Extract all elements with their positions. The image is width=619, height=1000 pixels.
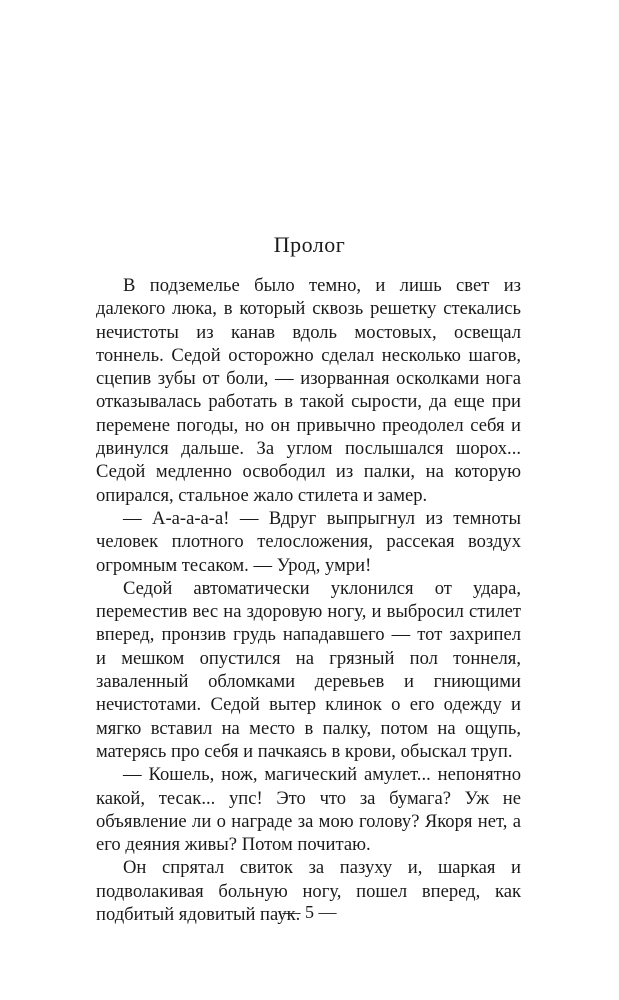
paragraph: В подземелье было темно, и лишь свет из далекого люка, в который сквозь решетку стекались нечистоты из канав вдоль мостовых, освещал тоннель. Седой осторожно сделал несколько шагов, сцепив зубы от боли, — изорванная осколками нога отказывалась работать в такой сырости, да еще при перемене погоды, но он привычно преодолел себя и двинулся дальше. За углом послышался шорох... Седой медленно освободил из палки, на которую опирался, стальное жало стилета и замер. [96,275,521,506]
page-number: — 5 — [282,902,337,922]
chapter-title: Пролог [273,232,346,257]
paragraph: Седой автоматически уклонился от удара, переместив вес на здоровую ногу, и выбросил стилет вперед, пронзив грудь нападавшего — тот захрипел и мешком опустился на грязный пол тоннеля, заваленный обломками деревьев и гниющими нечистотами. Седой вытер клинок о его одежду и мягко вставил на место в палку, потом на ощупь, матерясь про себя и пачкаясь в крови, обыскал труп. [96,577,521,762]
paragraph: Он спрятал свиток за пазуху и, шаркая и подволакивая больную ногу, пошел вперед, как подбитый ядовитый паук. [96,857,521,926]
paragraph: — Кошель, нож, магический амулет... непонятно какой, тесак... упс! Это что за бумага? Уж не объявление ли о награде за мою голову? Якоря нет, а его деяния живы? Потом почитаю. [96,764,521,856]
paragraph: — А-а-а-а-а! — Вдруг выпрыгнул из темноты человек плотного телосложения, рассекая воздух огромным тесаком. — Урод, умри! [96,507,521,576]
chapter-body [96,274,521,926]
